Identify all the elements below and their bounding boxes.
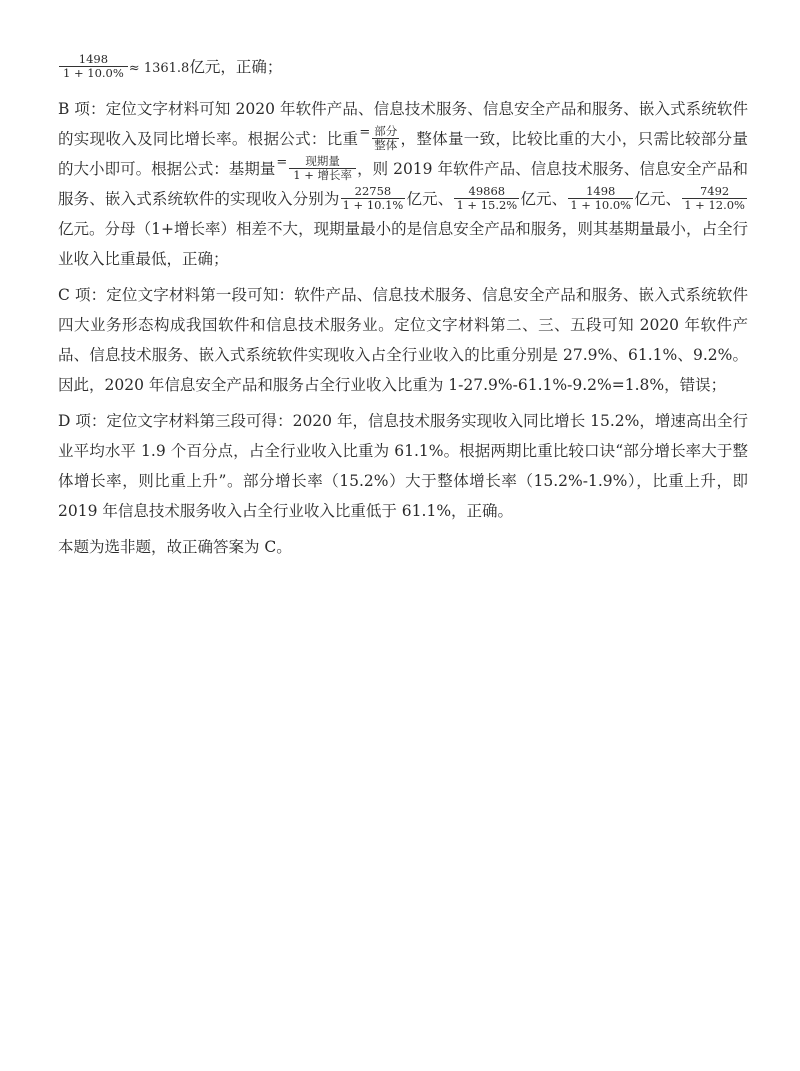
option-b-paragraph xyxy=(58,94,748,274)
fraction-numerator: 部分 xyxy=(374,123,398,138)
equals-sign: = xyxy=(276,155,288,170)
fraction-numerator: 49868 xyxy=(468,183,506,198)
fraction-base-formula xyxy=(289,155,356,182)
fraction-22758 xyxy=(341,185,406,212)
answer-conclusion: 本题为选非题，故正确答案为 C。 xyxy=(58,538,292,556)
fraction-numerator: 1498 xyxy=(586,183,616,198)
fraction-denominator: 1 + 10.0% xyxy=(570,197,632,212)
fraction-numerator: 7492 xyxy=(699,183,730,198)
approx-value: ≈ 1361.8 xyxy=(128,61,190,76)
fraction-denominator: 1 + 15.2% xyxy=(456,197,518,212)
fraction-49868 xyxy=(454,185,519,212)
fraction-numerator: 1498 xyxy=(78,51,109,66)
fraction-7492 xyxy=(682,185,747,212)
text-segment: ，则 2019 年软件产品、信息技术服务、信息安全产品和服务、嵌入式系统软件的实现收入分别为 xyxy=(58,160,748,208)
option-a-conclusion xyxy=(58,52,748,84)
unit-text: 亿元、 xyxy=(634,190,682,208)
fraction-part-whole xyxy=(372,125,399,152)
fraction-denominator: 1 + 10.0% xyxy=(59,66,128,80)
fraction-1498-b xyxy=(568,185,633,212)
fraction-denominator: 1 + 10.1% xyxy=(342,197,404,212)
equals-sign: = xyxy=(359,125,371,140)
text-segment: B 项：定位文字材料可知 2020 年软件产品、信息技术服务、信息安全产品和服务、嵌入式系统软件的实现收入及同比增长率。根据公式：比重 xyxy=(58,100,748,148)
unit-text: 亿元、 xyxy=(406,190,454,208)
option-c-paragraph: C 项：定位文字材料第一段可知：软件产品、信息技术服务、信息安全产品和服务、嵌入式系统软件四大业务形态构成我国软件和信息技术服务业。定位文字材料第二、三、五段可知 2020 年软件产品、信息技术服务、嵌入式系统软件实现收入占全行业收入的比重分别是 27.9%、61.1%、9.2%。因此，2020 年信息安全产品和服务占全行业收入比重为 1-27.9%-61.1%-9.2%=1.8%，错误； xyxy=(58,286,748,394)
fraction-numerator: 现期量 xyxy=(305,153,340,168)
fraction-denominator: 1 + 12.0% xyxy=(684,197,745,212)
fraction-denominator: 整体 xyxy=(374,137,398,152)
option-d-paragraph: D 项：定位文字材料第三段可得：2020 年，信息技术服务实现收入同比增长 15.2%，增速高出全行业平均水平 1.9 个百分点，占全行业收入比重为 61.1%。根据两期比重比较口诀“部分增长率大于整体增长率，则比重上升”。部分增长率（15.2%）大于整体增长率（15.2%-1.9%），比重上升，即 2019 年信息技术服务收入占全行业收入比重低于 61.1%，正确。 xyxy=(58,412,748,520)
fraction-numerator: 22758 xyxy=(354,183,392,198)
text-segment: ，整体量一致，比较比重的大小，只需比较部分量的大小即可。根据公式：基期量 xyxy=(58,130,748,178)
unit-text: 亿元、 xyxy=(520,190,568,208)
text-segment: 亿元，正确； xyxy=(189,58,283,76)
fraction-denominator: 1 + 增长率 xyxy=(289,168,356,182)
fraction-1498 xyxy=(59,53,128,80)
text-segment: 亿元。分母（1+增长率）相差不大，现期量最小的是信息安全产品和服务，则其基期量最小，占全行业收入比重最低，正确； xyxy=(58,220,748,268)
solution-text xyxy=(58,52,748,568)
